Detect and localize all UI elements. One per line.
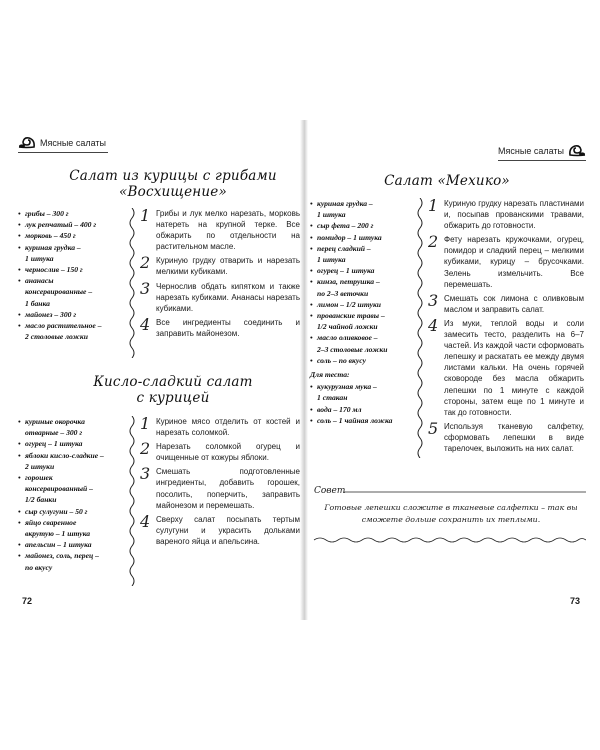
ingredient-text: яйцо сваренное	[25, 517, 77, 527]
right-page-number: 73	[569, 596, 580, 606]
ingredient-row	[310, 381, 416, 392]
bullet-mark: •	[310, 232, 313, 242]
recipe2-ingredient-list	[18, 416, 126, 573]
bullet-mark: •	[310, 415, 313, 425]
bullet-mark: •	[310, 404, 313, 414]
step-text: Фету нарезать кружочками, огурец, помидор и сладкий перец – мелкими кубиками, курицу – брусочками. Зелень измельчить. Все перемешать.	[444, 235, 584, 289]
bullet-mark: •	[18, 321, 21, 331]
tip-text: Готовые лепешки сложите в тканевые салфетки – так вы сможете дольше сохранить их теплыми.	[324, 503, 578, 524]
ingredient-text: куриная грудка –	[317, 199, 373, 208]
bullet-mark	[310, 209, 317, 220]
bullet-mark	[310, 288, 317, 299]
ingredient-text: апельсин – 1 штука	[25, 540, 92, 550]
recipe-step	[428, 290, 584, 315]
bullet-mark	[18, 461, 25, 472]
ingredient-text: масло оливковое –	[317, 333, 378, 343]
ingredient-row	[18, 461, 126, 472]
ingredient-text: лимон – 1/2 штуки	[317, 299, 382, 309]
mexico-steps	[428, 198, 584, 457]
ingredient-text: огурец – 1 штука	[25, 439, 83, 449]
ingredient-text: отварные – 300 г	[25, 428, 83, 438]
ingredient-row	[18, 286, 126, 297]
bullet-mark: •	[18, 439, 21, 449]
ingredient-row	[18, 275, 126, 286]
ingredient-row	[18, 298, 126, 309]
ingredient-text: ананасы	[25, 276, 54, 286]
ingredient-text: по вкусу	[25, 562, 53, 572]
ingredient-row	[18, 528, 126, 539]
recipe-step	[428, 234, 584, 289]
ingredient-text: сыр сулугуни – 50 г	[25, 506, 88, 516]
bullet-mark	[18, 253, 25, 264]
bullet-mark: •	[18, 517, 21, 527]
ingredient-text: кинза, петрушка –	[317, 277, 380, 287]
snail-ornament-icon	[18, 136, 36, 149]
bullet-mark	[310, 392, 317, 403]
bullet-mark: •	[18, 506, 21, 516]
bullet-mark: •	[18, 450, 21, 460]
recipe-step	[140, 511, 300, 547]
ingredient-text: 1 штука	[25, 253, 54, 263]
ingredient-text: майонез, соль, перец –	[25, 551, 99, 561]
recipe-step	[428, 198, 584, 231]
left-running-head-text: Мясные салаты	[40, 137, 106, 148]
ingredient-text: 1 банка	[25, 298, 50, 308]
recipe1-title-line-1: Салат из курицы с грибами	[69, 168, 277, 184]
ingredient-row	[18, 550, 126, 561]
ingredient-text: по 2–3 веточки	[317, 288, 369, 298]
ingredient-row	[18, 472, 126, 483]
ingredient-text: чернослив – 150 г	[25, 265, 83, 275]
mexico-title: Салат «Мехико»	[384, 173, 510, 189]
ingredient-row	[310, 254, 416, 265]
ingredient-row	[18, 230, 126, 241]
recipe1-title-line-2: «Восхищение»	[119, 184, 227, 200]
bullet-mark	[18, 427, 25, 438]
ingredient-text: 2 штуки	[25, 461, 55, 471]
step-number: 2	[428, 232, 439, 252]
bullet-mark: •	[18, 473, 21, 483]
step-text: Из муки, теплой воды и соли замесить тесто, разделить на 6–7 частей. Из каждой части сформовать лепешку и раскатать ее между двумя листами кальки. На очень горячей сковороде без масла обжарить лепешки по 1 минуте с каждой стороны, затем еще по 1 минуте и так до готовности.	[444, 318, 584, 417]
dough-heading: Для теста:	[310, 370, 350, 380]
ingredient-row	[18, 517, 126, 528]
ingredient-row	[310, 276, 416, 287]
step-text: Смешать сок лимона с оливковым маслом и заправить салат.	[444, 293, 584, 314]
ingredient-row	[310, 209, 416, 220]
book-gutter	[300, 120, 308, 620]
ingredient-row	[310, 321, 416, 332]
bullet-mark: •	[18, 417, 21, 426]
step-number: 4	[428, 315, 439, 335]
ingredient-row	[18, 242, 126, 253]
right-page	[308, 128, 586, 608]
ingredient-row	[18, 483, 126, 494]
recipe-step	[428, 315, 584, 418]
ingredient-text: лук репчатый – 400 г	[25, 220, 97, 230]
ingredient-text: вкрутую – 1 штука	[25, 529, 91, 539]
bullet-mark: •	[18, 540, 21, 550]
bullet-mark: •	[310, 311, 313, 321]
bullet-mark	[310, 321, 317, 332]
bullet-mark	[18, 528, 25, 539]
ingredient-row	[18, 562, 126, 573]
right-running-head	[498, 144, 586, 157]
recipe-step	[140, 255, 300, 277]
recipe2-title	[48, 374, 298, 406]
ingredient-row	[18, 208, 126, 219]
step-number: 5	[428, 418, 439, 438]
bullet-mark: •	[18, 551, 21, 561]
bullet-mark: •	[310, 266, 313, 276]
ingredient-text: сыр фета – 200 г	[317, 221, 374, 231]
ingredient-row	[310, 415, 416, 426]
step-text: Чернослив обдать кипятком и также нарезать кубиками. Ананасы нарезать кубиками.	[156, 281, 300, 313]
ingredient-row	[310, 310, 416, 321]
ingredient-row	[310, 288, 416, 299]
ingredient-row	[18, 494, 126, 505]
step-text: Все ингредиенты соединить и заправить майонезом.	[156, 317, 300, 338]
step-text: Смешать подготовленные ингредиенты, добавить горошек, посолить, поперчить, заправить майонезом и перемешать.	[156, 467, 300, 510]
ingredient-text: помидор – 1 штука	[317, 232, 382, 242]
right-running-head-text: Мясные салаты	[498, 145, 564, 156]
step-number: 3	[140, 278, 151, 298]
ingredient-text: консервированные –	[25, 287, 93, 297]
bullet-mark: •	[310, 333, 313, 343]
step-number: 2	[140, 253, 151, 273]
ingredient-text: морковь – 450 г	[25, 231, 76, 241]
bullet-mark: •	[18, 242, 21, 252]
ingredient-row	[18, 264, 126, 275]
bullet-mark	[18, 298, 25, 309]
step-text: Куриную грудку отварить и нарезать мелкими кубиками.	[156, 256, 300, 277]
ingredient-text: огурец – 1 штука	[317, 266, 375, 276]
bullet-mark: •	[18, 231, 21, 241]
ingredient-text: куриные окорочка	[25, 417, 85, 426]
ingredient-text: 2–3 столовые ложки	[317, 344, 388, 354]
ingredient-text: кукурузная мука –	[317, 382, 377, 392]
bullet-mark: •	[310, 299, 313, 309]
step-number: 3	[428, 290, 439, 310]
ingredient-text: прованские травы –	[317, 311, 385, 321]
snail-ornament-icon	[568, 144, 586, 157]
recipe1-ingredient-list	[18, 208, 126, 342]
ingredient-text: 1 штука	[317, 255, 346, 265]
mexico-ingredient-list	[310, 198, 416, 426]
ingredient-row	[18, 539, 126, 550]
recipe1-wavy-divider	[126, 208, 138, 358]
bullet-mark: •	[310, 382, 313, 392]
right-head-rule	[498, 160, 586, 161]
ingredient-text: 2 столовые ложки	[25, 332, 88, 342]
step-text: Грибы и лук мелко нарезать, морковь натереть на крупной терке. Все обжарить по отдельности на растительном масле.	[156, 209, 300, 252]
step-number: 2	[140, 439, 151, 459]
recipe-step	[140, 278, 300, 314]
ingredient-text: вода – 170 мл	[317, 404, 362, 414]
mexico-wavy-divider	[414, 198, 426, 458]
ingredient-text: грибы – 300 г	[25, 209, 69, 218]
recipe-step	[428, 418, 584, 454]
ingredient-text: соль – по вкусу	[317, 355, 366, 365]
ingredient-row	[18, 253, 126, 264]
ingredient-row	[18, 309, 126, 320]
ingredient-text: 1/2 банки	[25, 495, 57, 505]
step-text: Нарезать соломкой огурец и очищенные от кожуры яблоки.	[156, 442, 300, 463]
ingredient-row	[18, 438, 126, 449]
step-number: 4	[140, 314, 151, 334]
ingredient-row	[310, 220, 416, 231]
bullet-mark	[18, 494, 25, 505]
ingredient-text: 1/2 чайной ложки	[317, 322, 378, 332]
step-number: 1	[140, 206, 151, 225]
ingredient-text: яблоки кисло-сладкие –	[25, 450, 104, 460]
bullet-mark	[18, 483, 25, 494]
bullet-mark	[310, 344, 317, 355]
ingredient-text: 1 стакан	[317, 393, 348, 403]
ingredient-text: куриная грудка –	[25, 242, 81, 252]
recipe-step	[140, 466, 300, 510]
bullet-mark: •	[310, 221, 313, 231]
step-text: Куриное мясо отделить от костей и нарезать соломкой.	[156, 417, 300, 438]
ingredient-text: 1 штука	[317, 210, 346, 220]
step-number: 3	[140, 464, 151, 484]
recipe2-wavy-divider	[126, 416, 138, 586]
recipe-step	[140, 208, 300, 252]
recipe1-steps	[140, 208, 300, 342]
ingredient-text: перец сладкий –	[317, 243, 371, 253]
left-page	[18, 128, 300, 608]
ingredient-row	[310, 344, 416, 355]
left-page-number: 72	[22, 596, 33, 606]
ingredient-row	[18, 506, 126, 517]
ingredient-row	[310, 404, 416, 415]
recipe2-title-line-1: Кисло-сладкий салат	[93, 374, 253, 390]
ingredient-row	[310, 232, 416, 243]
ingredient-row	[310, 265, 416, 276]
ingredient-row	[18, 320, 126, 331]
tip-label: Совет	[314, 486, 346, 496]
ingredient-row	[18, 427, 126, 438]
ingredient-text: масло растительное –	[25, 321, 102, 331]
ingredient-row	[310, 299, 416, 310]
ingredient-row	[310, 392, 416, 403]
bullet-mark: •	[310, 243, 313, 253]
bullet-mark: •	[310, 355, 313, 365]
recipe1-title	[48, 168, 298, 200]
left-running-head	[18, 136, 106, 149]
left-head-rule	[18, 152, 108, 153]
ingredient-row	[18, 450, 126, 461]
ingredient-row	[310, 332, 416, 343]
step-text: Куриную грудку нарезать пластинами и, посыпав прованскими травами, обжарить до готовности.	[444, 199, 584, 231]
recipe-step	[140, 416, 300, 438]
bullet-mark: •	[310, 277, 313, 287]
ingredient-text: горошек	[25, 473, 53, 483]
bullet-mark: •	[310, 199, 313, 208]
bullet-mark	[310, 254, 317, 265]
recipe-step	[140, 314, 300, 339]
bullet-mark	[18, 286, 25, 297]
ingredient-row	[310, 198, 416, 209]
recipe2-title-line-2: с курицей	[136, 390, 210, 406]
ingredient-text: майонез – 300 г	[25, 309, 77, 319]
step-number: 1	[428, 196, 439, 215]
bullet-mark	[18, 562, 25, 573]
recipe-step	[140, 441, 300, 463]
bullet-mark	[18, 331, 25, 342]
ingredient-text: консервированный –	[25, 484, 93, 494]
bullet-mark: •	[18, 265, 21, 275]
step-number: 1	[140, 414, 151, 433]
bullet-mark: •	[18, 309, 21, 319]
ingredient-row	[310, 243, 416, 254]
step-number: 4	[140, 511, 151, 531]
step-text: Используя тканевую салфетку, сформовать лепешки в виде тарелочек, выложить на них салат.	[444, 421, 584, 453]
recipe2-steps	[140, 416, 300, 550]
ingredient-row	[18, 219, 126, 230]
ingredient-row	[310, 355, 416, 366]
bullet-mark: •	[18, 220, 21, 230]
ingredient-text: соль – 1 чайная ложка	[317, 415, 393, 425]
bullet-mark: •	[18, 209, 21, 218]
step-text: Сверху салат посыпать тертым сулугуни и украсить дольками вареного яйца и апельсина.	[156, 514, 300, 546]
tip-box	[310, 484, 586, 546]
ingredient-row	[18, 416, 126, 427]
bullet-mark: •	[18, 276, 21, 286]
ingredient-row	[18, 331, 126, 342]
